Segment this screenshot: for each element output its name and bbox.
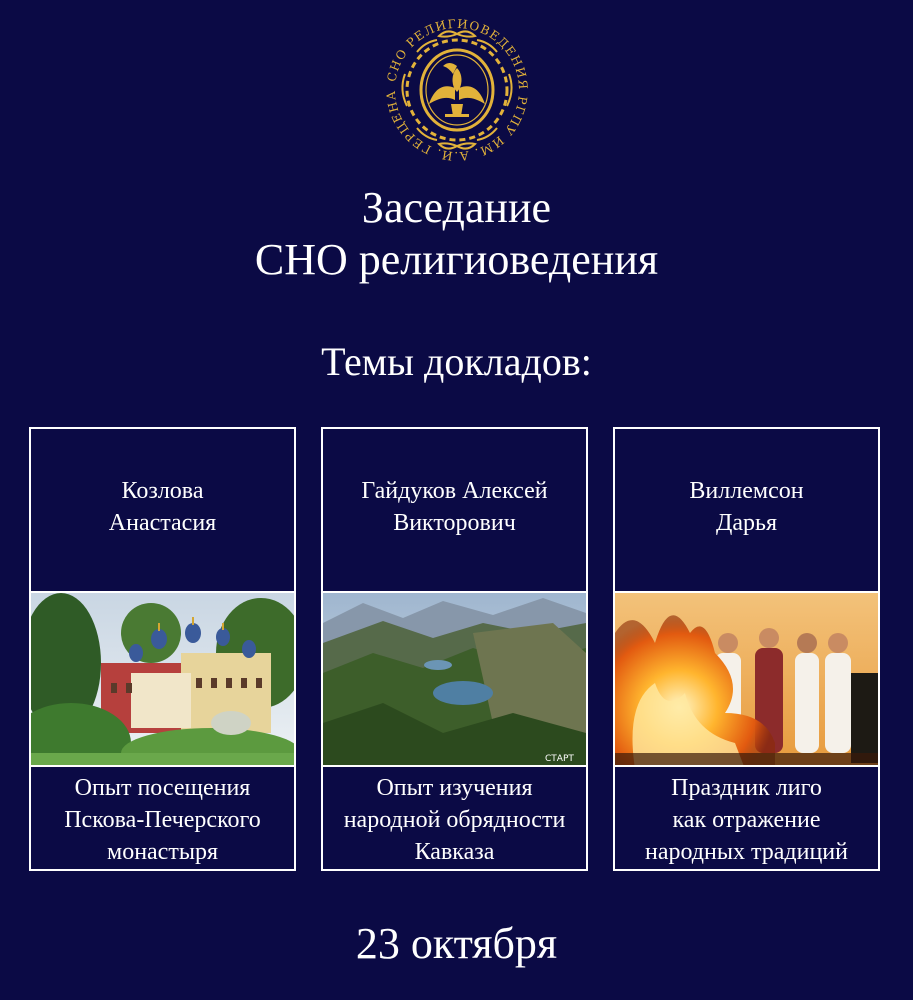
report-topic: [31, 772, 294, 868]
report-topic-line: Опыт изучения: [376, 775, 533, 801]
report-topic-line: как отражение: [672, 807, 821, 833]
event-date: 23 октября: [355, 919, 558, 968]
report-topic-line: народной обрядности: [343, 807, 566, 833]
speaker-card-3: [613, 427, 880, 871]
photo-watermark: СТАРТ: [545, 754, 574, 764]
report-topic-line: Пскова-Печерского: [64, 807, 261, 833]
society-logo: [371, 4, 543, 176]
speaker-name-line: Викторович: [393, 510, 516, 536]
page-title: [0, 182, 913, 286]
speaker-card-2: [321, 427, 588, 871]
report-topic-line: народных традиций: [644, 839, 848, 865]
speaker-name: [615, 475, 878, 539]
speaker-card-1: [29, 427, 296, 871]
report-topic-line: Праздник лиго: [671, 775, 822, 801]
speaker-name-line: Виллемсон: [689, 478, 804, 504]
report-topic-line: Кавказа: [414, 839, 495, 865]
ligo-bonfire-photo: [615, 591, 878, 767]
speaker-name-line: Анастасия: [108, 510, 217, 536]
speaker-name-line: Козлова: [121, 478, 204, 504]
logo-text: СНО РЕЛИГИОВЕДЕНИЯ РГПУ ИМ. А.И. ГЕРЦЕНА: [383, 16, 531, 164]
report-topic-line: монастыря: [107, 839, 218, 865]
monastery-photo: [31, 591, 294, 767]
speaker-name-line: Дарья: [715, 510, 777, 536]
report-topic: [323, 772, 586, 868]
title-line-1: Заседание: [361, 183, 552, 232]
report-topic: [615, 772, 878, 868]
speaker-name: [323, 475, 586, 539]
title-line-2: СНО религиоведения: [254, 235, 659, 284]
speaker-name: [31, 475, 294, 539]
topics-heading: Темы докладов:: [321, 339, 592, 384]
speaker-name-line: Гайдуков Алексей: [361, 478, 548, 504]
report-topic-line: Опыт посещения: [74, 775, 251, 801]
caucasus-mountains-photo: [323, 591, 586, 767]
